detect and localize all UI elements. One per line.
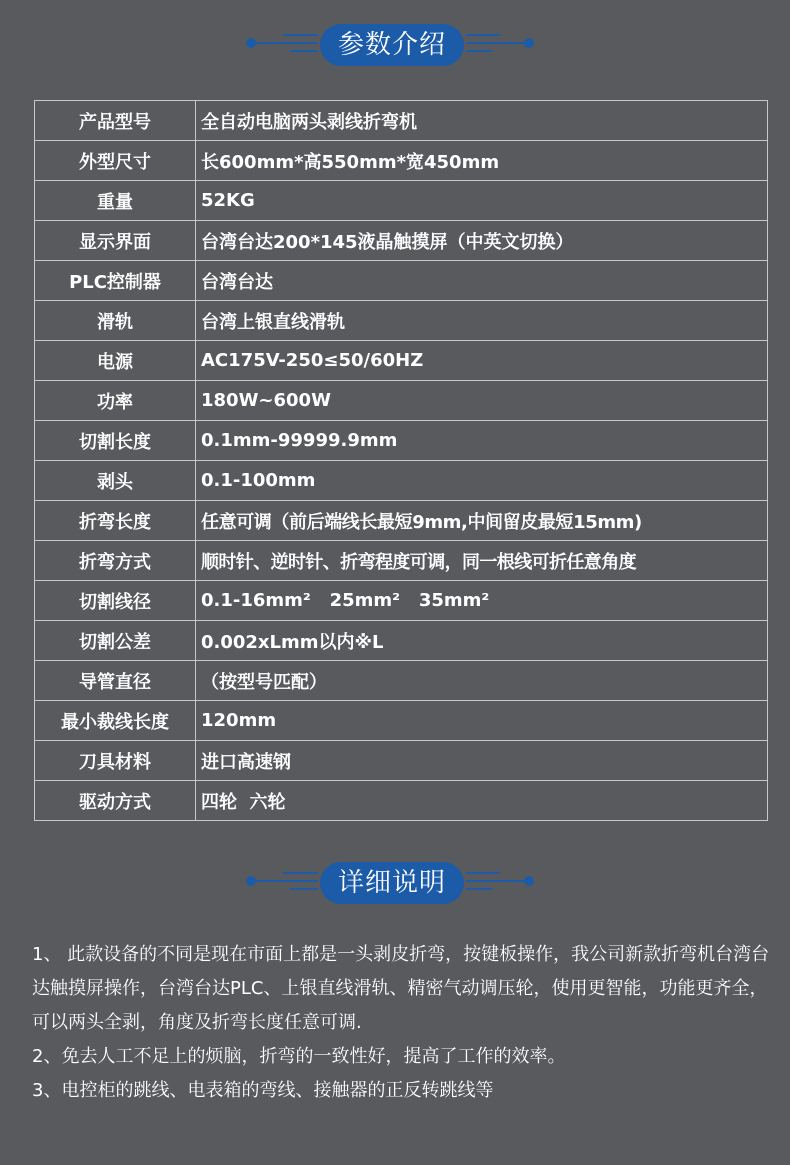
param-value: 任意可调（前后端线长最短9mm,中间留皮最短15mm)	[196, 501, 768, 541]
table-row	[35, 701, 768, 741]
param-value: （按型号匹配）	[196, 661, 768, 701]
table-row	[35, 341, 768, 381]
param-key: 切割公差	[35, 621, 196, 661]
param-key: 产品型号	[35, 101, 196, 141]
param-key: 剥头	[35, 461, 196, 501]
table-row	[35, 221, 768, 261]
param-value: 进口高速钢	[196, 741, 768, 781]
param-value: 全自动电脑两头剥线折弯机	[196, 101, 768, 141]
param-value: 四轮 六轮	[196, 781, 768, 821]
section-title: 详细说明	[320, 862, 464, 904]
param-key: 导管直径	[35, 661, 196, 701]
table-row	[35, 741, 768, 781]
table-row	[35, 301, 768, 341]
param-value: 0.002xLmm以内※L	[196, 621, 768, 661]
section-header-params	[0, 20, 790, 70]
table-row	[35, 261, 768, 301]
param-key: 驱动方式	[35, 781, 196, 821]
param-key: 滑轨	[35, 301, 196, 341]
table-row	[35, 181, 768, 221]
param-value: AC175V-250≤50/60HZ	[196, 341, 768, 381]
description-paragraph: 2、免去人工不足上的烦脑，折弯的一致性好，提高了工作的效率。	[32, 1046, 566, 1067]
description-block	[32, 938, 772, 1108]
table-row	[35, 781, 768, 821]
table-row	[35, 581, 768, 621]
param-value: 顺时针、逆时针、折弯程度可调，同一根线可折任意角度	[196, 541, 768, 581]
table-row	[35, 461, 768, 501]
param-key: 切割长度	[35, 421, 196, 461]
table-row	[35, 101, 768, 141]
table-row	[35, 661, 768, 701]
section-header-details	[0, 858, 790, 908]
param-value: 长600mm*高550mm*宽450mm	[196, 141, 768, 181]
param-value: 180W~600W	[196, 381, 768, 421]
param-key: PLC控制器	[35, 261, 196, 301]
param-key: 最小裁线长度	[35, 701, 196, 741]
section-title: 参数介绍	[320, 24, 464, 66]
table-row	[35, 421, 768, 461]
param-key: 功率	[35, 381, 196, 421]
table-row	[35, 621, 768, 661]
params-table	[34, 100, 768, 821]
param-value: 0.1-16mm² 25mm² 35mm²	[196, 581, 768, 621]
param-key: 切割线径	[35, 581, 196, 621]
param-value: 120mm	[196, 701, 768, 741]
table-row	[35, 501, 768, 541]
param-key: 折弯长度	[35, 501, 196, 541]
description-paragraph: 3、电控柜的跳线、电表箱的弯线、接触器的正反转跳线等	[32, 1080, 494, 1101]
param-key: 电源	[35, 341, 196, 381]
param-value: 台湾上银直线滑轨	[196, 301, 768, 341]
table-row	[35, 141, 768, 181]
table-row	[35, 541, 768, 581]
param-value: 52KG	[196, 181, 768, 221]
table-row	[35, 381, 768, 421]
param-value: 0.1-100mm	[196, 461, 768, 501]
param-key: 刀具材料	[35, 741, 196, 781]
description-paragraph: 1、 此款设备的不同是现在市面上都是一头剥皮折弯，按键板操作，我公司新款折弯机台湾台达触摸屏操作，台湾台达PLC、上银直线滑轨、精密气动调压轮，使用更智能，功能更齐全，可以两头全剥，角度及折弯长度任意可调.	[32, 944, 770, 1033]
param-key: 外型尺寸	[35, 141, 196, 181]
param-value: 0.1mm-99999.9mm	[196, 421, 768, 461]
param-key: 显示界面	[35, 221, 196, 261]
param-key: 重量	[35, 181, 196, 221]
param-key: 折弯方式	[35, 541, 196, 581]
param-value: 台湾台达	[196, 261, 768, 301]
param-value: 台湾台达200*145液晶触摸屏（中英文切换）	[196, 221, 768, 261]
